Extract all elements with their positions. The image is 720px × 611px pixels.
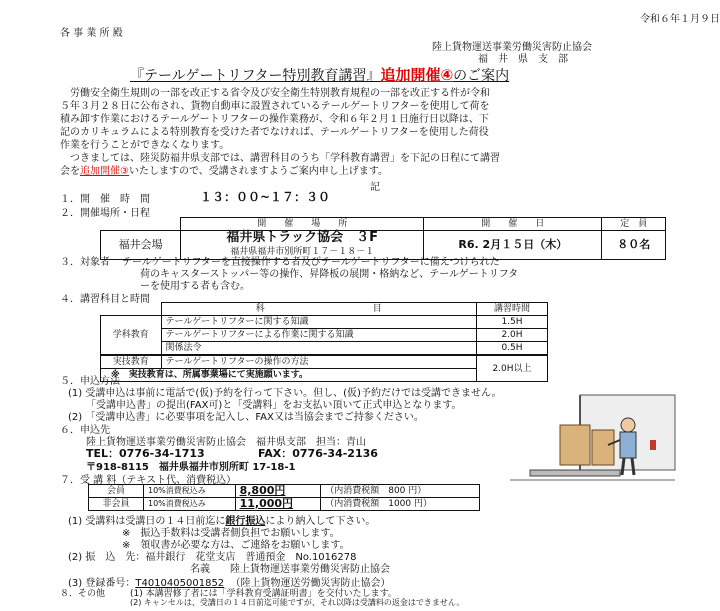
event-date: R6. 2月１５日（木） bbox=[424, 231, 602, 260]
registration-label: (3) 登録番号： bbox=[68, 578, 136, 589]
control-switch bbox=[650, 440, 656, 450]
addressee: 各 事 業 所 殿 bbox=[60, 28, 123, 39]
subject-row-3: 関係法令 bbox=[161, 342, 477, 356]
intro-line-3: 積み卸す作業におけるテールゲートリフターの操作業務が、令和６年２月１日施行日以降は、下 bbox=[60, 114, 489, 125]
intro-line-1: 労働安全衛生規則の一部を改正する省令及び安全衛生特別教育規程の一部を改正する件が令和 bbox=[70, 88, 490, 99]
practical-subject: テールゲートリフターの操作の方法 bbox=[161, 355, 477, 369]
session-time: １３：００~１７：３０ bbox=[200, 190, 331, 204]
cargo-box-2 bbox=[592, 430, 614, 465]
curriculum-table bbox=[100, 302, 548, 382]
venue-name: 福井会場 bbox=[101, 231, 181, 260]
fee-table bbox=[88, 484, 480, 511]
category-classroom: 学科教育 bbox=[101, 316, 162, 356]
bank-account-name: 名義 陸上貨物運送事業労働災害防止協会 bbox=[190, 564, 390, 575]
member-tax-detail: （内消費税額 800 円） bbox=[321, 485, 480, 498]
contact-fax: FAX：0776-34-2136 bbox=[258, 447, 378, 460]
practical-hours: 2.0H以上 bbox=[477, 355, 548, 382]
worker-leg-left bbox=[622, 458, 624, 475]
hours-col-header: 講習時間 bbox=[477, 303, 548, 316]
venue-col-header: 開 催 場 所 bbox=[181, 218, 424, 231]
tailgate-lifter-illustration bbox=[500, 385, 680, 515]
section-8-label: ８．その他 bbox=[60, 589, 106, 599]
apply-line-1: (1) 受講申込は事前に電話で(仮)予約を行って下さい。但し、(仮)予約だけでは受講できません。 bbox=[68, 388, 502, 399]
venue-address: 福井県福井市別所町１７－１８－１ bbox=[230, 247, 375, 257]
cargo-box bbox=[560, 425, 590, 465]
nonmember-label: 非会員 bbox=[89, 498, 144, 511]
bank-transfer-emphasis: 銀行振込 bbox=[225, 516, 266, 527]
subject-row-1: テールゲートリフターに関する知識 bbox=[161, 316, 477, 329]
worker-body bbox=[620, 432, 636, 458]
lift-platform bbox=[530, 470, 620, 476]
section-2-label: ２．開催場所・日程 bbox=[60, 208, 150, 219]
section-4-label: ４．講習科目と時間 bbox=[60, 294, 150, 305]
practical-note: ※ 実技教育は、所属事業場にて実施願います。 bbox=[101, 369, 477, 382]
ki-mark: 記 bbox=[370, 182, 380, 193]
registration-value: T4010405001852 bbox=[135, 578, 225, 589]
worker-head bbox=[621, 418, 635, 432]
hours-row-2: 2.0H bbox=[477, 329, 548, 342]
hours-row-1: 1.5H bbox=[477, 316, 548, 329]
title-highlight: 追加開催④ bbox=[380, 66, 454, 84]
intro-line-7 bbox=[60, 165, 680, 179]
hours-row-3: 0.5H bbox=[477, 342, 548, 356]
intro-line-5: 作業を行うことができなくなります。 bbox=[60, 140, 230, 151]
intro-line-2: ５年３月２８日に公布され、貨物自動車に設置されているテールゲートリフターを使用して荷を bbox=[60, 101, 490, 112]
contact-org: 陸上貨物運送事業労働災害防止協会 福井県支部 担当：青山 bbox=[86, 437, 366, 448]
category-practical: 実技教育 bbox=[101, 355, 162, 369]
member-tax: 10%消費税込み bbox=[144, 485, 236, 498]
contact-tel: TEL：0776-34-1713 bbox=[86, 447, 205, 460]
apply-line-2: 「受講申込書」の提出(FAX可)と「受講料」をお支払い頂いて正式申込となります。 bbox=[86, 400, 462, 411]
page-title bbox=[130, 64, 509, 85]
other-line-1: (1) 本講習修了者には「学科教育受講証明書」を交付いたします。 bbox=[130, 589, 397, 599]
contact-address: 〒918-8115 福井県福井市別所町 17-18-1 bbox=[86, 462, 296, 473]
registration-org: （陸上貨物運送労働災害防止協会） bbox=[230, 578, 391, 589]
title-suffix: のご案内 bbox=[453, 68, 510, 84]
capacity: ８０名 bbox=[602, 231, 666, 260]
target-line-1: テールゲートリフターを直接操作する者及びテールゲートリフターに備えつけられた bbox=[122, 257, 500, 268]
sender-organization: 陸上貨物運送事業労働災害防止協会 bbox=[432, 42, 592, 53]
intro-line-7-prefix: 会を bbox=[60, 166, 80, 177]
nonmember-tax-detail: （内消費税額 1000 円） bbox=[321, 498, 480, 511]
date-col-header: 開 催 日 bbox=[424, 218, 602, 231]
section-7-label: ７．受 講 料（テキスト代、消費税込） bbox=[60, 475, 237, 486]
fee-note-2: ※ 振込手数料は受講者側負担でお願いします。 bbox=[122, 528, 340, 539]
worker-leg-right bbox=[632, 458, 634, 475]
section-6-label: ６．申込先 bbox=[60, 425, 110, 436]
subject-col-header: 科 目 bbox=[161, 303, 477, 316]
title-main: 『テールゲートリフター特別教育講習』 bbox=[130, 68, 381, 84]
document-date: 令和６年１月９日 bbox=[640, 14, 720, 25]
fee-note-1-suffix: により納入して下さい。 bbox=[265, 516, 376, 527]
other-line-2: (2) キャンセルは、受講日の１４日前迄可能ですが、それ以降は受講料の返金はできません。 bbox=[130, 598, 465, 607]
intro-line-4: 記のカリキュラムによる特別教育を受けた者でなければ、テールゲートリフターを使用した荷役 bbox=[60, 127, 489, 138]
fee-note-3: ※ 領収書が必要な方は、ご連絡をお願いします。 bbox=[122, 540, 350, 551]
apply-line-3: (2) 「受講申込書」に必要事項を記入し、FAX又は当協会までご持参ください。 bbox=[68, 412, 424, 423]
intro-line-7-suffix: いたしますので、受講されますようご案内申し上げます。 bbox=[128, 166, 388, 177]
nonmember-tax: 10%消費税込み bbox=[144, 498, 236, 511]
bank-account: (2) 振 込 先：福井銀行 花堂支店 普通預金 No.1016278 bbox=[68, 552, 357, 563]
section-3-label: ３．対象者 bbox=[60, 257, 110, 268]
capacity-col-header: 定 員 bbox=[602, 218, 666, 231]
section-1-label: １．開 催 時 間 bbox=[60, 194, 150, 205]
nonmember-price: 11,000円 bbox=[235, 498, 321, 511]
venue-title: 福井県トラック協会 ３F bbox=[226, 230, 378, 245]
intro-line-6: つきましては、陸災防福井県支部では、講習科目のうち「学科教育講習」を下記の日程にて講習 bbox=[70, 153, 500, 164]
target-line-3: ーを使用する者も含む。 bbox=[140, 281, 250, 292]
sender-branch: 福 井 県 支 部 bbox=[478, 54, 568, 65]
subject-row-2: テールゲートリフターによる作業に関する知識 bbox=[161, 329, 477, 342]
intro-highlight: 追加開催③ bbox=[80, 166, 129, 177]
fee-note-1-prefix: (1) 受講料は受講日の１４日前迄に bbox=[68, 516, 226, 527]
member-label: 会員 bbox=[89, 485, 144, 498]
section-5-label: ５．申込方法 bbox=[60, 376, 120, 387]
target-line-2: 荷のキャスターストッパー等の操作、昇降板の展開・格納など、テールゲートリフタ bbox=[140, 269, 519, 280]
member-price: 8,800円 bbox=[235, 485, 321, 498]
